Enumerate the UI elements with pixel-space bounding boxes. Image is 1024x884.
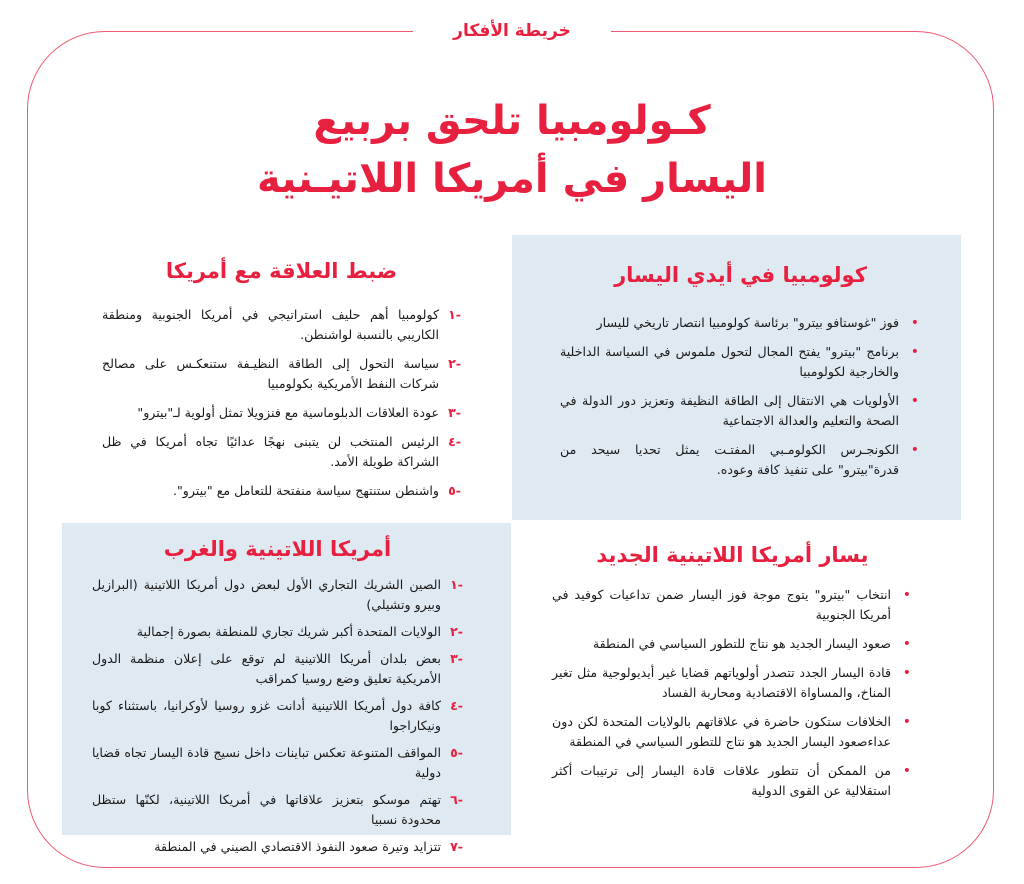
item-number: -٥ bbox=[450, 745, 463, 760]
list-item bbox=[552, 663, 913, 703]
item-number: -٢ bbox=[448, 356, 461, 371]
list-item-text: برنامج "بيترو" يفتح المجال لتحول ملموس في السياسة الداخلية والخارجية لكولومبيا bbox=[560, 344, 899, 379]
item-number: -٧ bbox=[450, 839, 463, 854]
list-item-text: فوز "غوستافو بيترو" برئاسة كولومبيا انتصار تاريخي لليسار bbox=[596, 315, 899, 330]
list-item-text: الكونجـرس الكولومـبي المفتـت يمثل تحديا سيحد من قدرة"بيترو" على تنفيذ كافة وعوده. bbox=[560, 442, 899, 477]
list-item-text: من الممكن أن تتطور علاقات قادة اليسار إلى ترتيبات أكثر استقلالية عن القوى الدولية bbox=[552, 763, 891, 798]
list-item-text: انتخاب "بيترو" يتوج موجة فوز اليسار ضمن تداعيات كوفيد في أمريكا الجنوبية bbox=[552, 587, 891, 622]
bullet-dot-icon: • bbox=[910, 344, 919, 360]
title-line-1: كـولومبيا تلحق بربيع bbox=[313, 98, 711, 144]
list-item-text: كولومبيا أهم حليف استراتيجي في أمريكا الجنوبية ومنطقة الكاريبي بالنسبة لواشنطن. bbox=[102, 307, 439, 342]
list-item bbox=[102, 432, 461, 472]
bullet-dot-icon: • bbox=[910, 315, 919, 331]
list-item bbox=[560, 342, 921, 382]
bullet-dot-icon: • bbox=[902, 714, 911, 730]
list-item-text: الصين الشريك التجاري الأول لبعض دول أمريكا اللاتينية (البرازيل وبيرو وتشيلي) bbox=[92, 577, 441, 612]
list-item-text: عودة العلاقات الدبلوماسية مع فنزويلا تمثل أولوية لـ"بيترو" bbox=[137, 405, 439, 420]
bullet-dot-icon: • bbox=[910, 442, 919, 458]
item-number: -٤ bbox=[448, 434, 461, 449]
bullet-dot-icon: • bbox=[910, 393, 919, 409]
item-number: -٣ bbox=[448, 405, 461, 420]
bullet-list bbox=[560, 313, 921, 480]
title-line-2: اليسار في أمريكا اللاتيـنية bbox=[257, 156, 767, 202]
list-item bbox=[92, 790, 463, 830]
list-item-text: الولايات المتحدة أكبر شريك تجاري للمنطقة بصورة إجمالية bbox=[136, 624, 441, 639]
item-number: -٦ bbox=[450, 792, 463, 807]
list-item bbox=[92, 837, 463, 857]
item-number: -١ bbox=[448, 307, 461, 322]
header-tag-wrap bbox=[0, 14, 1024, 50]
list-item bbox=[560, 313, 921, 333]
list-item bbox=[92, 649, 463, 689]
list-item bbox=[102, 354, 461, 394]
item-number: -٣ bbox=[450, 651, 463, 666]
list-item-text: صعود اليسار الجديد هو نتاج للتطور السياسي في المنطقة bbox=[592, 636, 891, 651]
list-item bbox=[102, 403, 461, 423]
section-new-left bbox=[512, 523, 961, 835]
item-number: -١ bbox=[450, 577, 463, 592]
section-title: أمريكا اللاتينية والغرب bbox=[163, 537, 392, 561]
list-item-text: الأولويات هي الانتقال إلى الطاقة النظيفة وتعزيز دور الدولة في الصحة والتعليم والعدالة الاجتماعية bbox=[560, 393, 899, 428]
bullet-dot-icon: • bbox=[902, 665, 911, 681]
list-item bbox=[560, 440, 921, 480]
list-item-text: الرئيس المنتخب لن يتبنى نهجًا عدائيًا تجاه أمريكا في ظل الشراكة طويلة الأمد. bbox=[102, 434, 439, 469]
list-item-text: الخلافات ستكون حاضرة في علاقاتهم بالولايات المتحدة لكن دون عداءصعود اليسار الجديد هو نتاج للتطور السياسي في المنطقة bbox=[552, 714, 891, 749]
list-item-text: واشنطن ستنتهج سياسة منفتحة للتعامل مع "بيترو". bbox=[172, 483, 439, 498]
bullet-list bbox=[552, 585, 913, 801]
section-us-relations bbox=[62, 235, 511, 520]
list-item bbox=[552, 634, 913, 654]
section-latam-west bbox=[62, 523, 511, 854]
list-item-text: تهتم موسكو بتعزيز علاقاتها في أمريكا اللاتينية، لكنّها ستظل محدودة نسبيا bbox=[92, 792, 441, 827]
list-item-text: سياسة التحول إلى الطاقة النظيـفة ستنعكـس على مصالح شركات النفط الأمريكية بكولومبيا bbox=[102, 356, 439, 391]
list-item bbox=[552, 585, 913, 625]
list-item bbox=[552, 712, 913, 752]
section-title: ضبط العلاقة مع أمريكا bbox=[165, 259, 398, 283]
numbered-list bbox=[102, 305, 461, 501]
list-item-text: تتزايد وتيرة صعود النفوذ الاقتصادي الصيني في المنطقة bbox=[154, 839, 441, 854]
list-item-text: كافة دول أمريكا اللاتينية أدانت غزو روسيا لأوكرانيا، باستثناء كوبا ونيكاراجوا bbox=[92, 698, 441, 733]
list-item-text: المواقف المتنوعة تعكس تباينات داخل نسيج قادة اليسار تجاه قضايا دولية bbox=[92, 745, 441, 780]
item-number: -٢ bbox=[450, 624, 463, 639]
section-title: كولومبيا في أيدي اليسار bbox=[614, 263, 867, 287]
section-colombia-left bbox=[512, 235, 961, 520]
list-item bbox=[560, 391, 921, 431]
list-item bbox=[552, 761, 913, 801]
item-number: -٤ bbox=[450, 698, 463, 713]
list-item bbox=[92, 575, 463, 615]
list-item-text: قادة اليسار الجدد تتصدر أولوياتهم قضايا غير أيديولوجية مثل تغير المناخ، والمساواة الاقتصادية ومحاربة الفساد bbox=[552, 665, 891, 700]
list-item bbox=[92, 696, 463, 736]
numbered-list bbox=[92, 575, 463, 857]
mind-map-tag: خريطة الأفكار bbox=[413, 14, 611, 48]
list-item bbox=[102, 481, 461, 501]
list-item bbox=[92, 743, 463, 783]
section-title: يسار أمريكا اللاتينية الجديد bbox=[596, 543, 869, 567]
list-item bbox=[102, 305, 461, 345]
item-number: -٥ bbox=[448, 483, 461, 498]
bullet-dot-icon: • bbox=[902, 763, 911, 779]
list-item-text: بعض بلدان أمريكا اللاتينية لم توقع على إعلان منظمة الدول الأمريكية تعليق وضع روسيا كمراقب bbox=[92, 651, 441, 686]
page-title bbox=[0, 92, 1024, 208]
list-item bbox=[92, 622, 463, 642]
bullet-dot-icon: • bbox=[902, 587, 911, 603]
bullet-dot-icon: • bbox=[902, 636, 911, 652]
